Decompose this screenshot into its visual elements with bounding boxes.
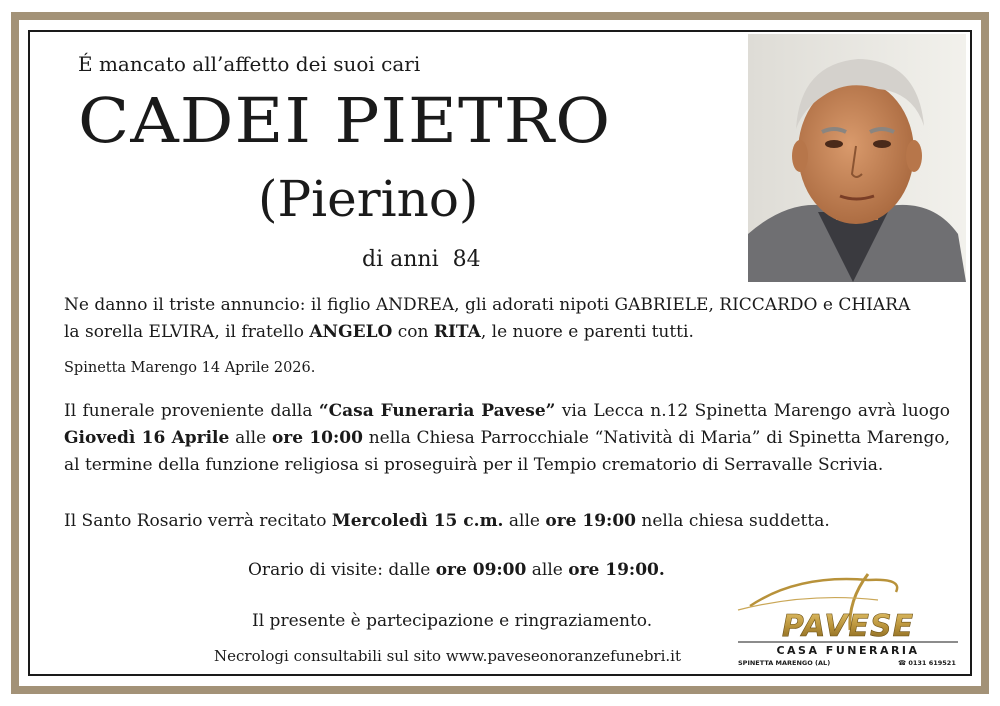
announcement-text: , gli adorati nipoti <box>454 295 615 315</box>
svg-text:☎ 0131 619521: ☎ 0131 619521 <box>898 659 956 667</box>
funeral-home-name: “Casa Funeraria Pavese” <box>318 401 556 421</box>
funeral-paragraph <box>64 398 950 479</box>
grandchildren-names: GABRIELE, RICCARDO <box>614 295 818 315</box>
place-date: Spinetta Marengo 14 Aprile 2026. <box>64 360 316 376</box>
rosary-time: ore 19:00 <box>545 511 636 531</box>
granddaughter-name: CHIARA <box>838 295 911 315</box>
website-note: Necrologi consultabili sul sito www.paveseonoranzefunebri.it <box>214 647 681 665</box>
rosary-paragraph <box>64 508 830 535</box>
rosary-text: nella chiesa suddetta. <box>636 511 830 531</box>
intro-line: É mancato all’affetto dei suoi cari <box>78 52 421 76</box>
announcement-paragraph <box>64 292 944 346</box>
funeral-text: nella Chiesa Parrocchiale “Natività di Maria” di Spinetta Marengo, al termine della funzione religiosa si proseguirà per il Tempio crematorio di Serravalle Scrivia. <box>64 428 951 475</box>
rosary-day: Mercoledì 15 c.m. <box>331 511 504 531</box>
svg-text:CASA FUNERARIA: CASA FUNERARIA <box>776 644 920 657</box>
deceased-name: CADEI PIETRO <box>78 84 612 157</box>
age-value: 84 <box>452 247 481 272</box>
announcement-text: Ne danno il triste annuncio: il figlio <box>64 295 376 315</box>
announcement-text: con <box>392 322 434 342</box>
sister-in-law-name: RITA <box>433 322 481 342</box>
son-name: ANDREA <box>375 295 455 315</box>
funeral-day: Giovedì 16 Aprile <box>64 428 230 448</box>
funeral-time: ore 10:00 <box>271 428 363 448</box>
portrait-photo <box>748 34 966 282</box>
funeral-text: via Lecca n.12 Spinetta Marengo avrà luogo <box>555 401 951 421</box>
sister-name: ELVIRA <box>148 322 215 342</box>
visits-to: ore 19:00. <box>568 560 665 580</box>
visits-from: ore 09:00 <box>435 560 527 580</box>
brother-name: ANGELO <box>309 322 393 342</box>
rosary-text: Il Santo Rosario verrà recitato <box>64 511 332 531</box>
visits-text: Orario di visite: dalle <box>248 560 436 580</box>
thanks-line: Il presente è partecipazione e ringraziamento. <box>252 611 653 631</box>
svg-text:PAVESE: PAVESE <box>781 609 915 644</box>
funeral-text: alle <box>229 428 272 448</box>
visits-text: alle <box>526 560 569 580</box>
pavese-logo <box>728 570 968 668</box>
deceased-nickname: (Pierino) <box>258 170 479 228</box>
announcement-text: , le nuore e parenti tutti. <box>480 322 694 342</box>
announcement-text: e <box>817 295 839 315</box>
announcement-text: , il fratello <box>214 322 310 342</box>
visiting-hours <box>248 560 665 580</box>
age-label: di anni <box>362 247 439 272</box>
funeral-text: Il funerale proveniente dalla <box>64 401 319 421</box>
rosary-text: alle <box>503 511 546 531</box>
announcement-text: la sorella <box>64 322 149 342</box>
age-line <box>362 247 481 272</box>
svg-text:SPINETTA MARENGO (AL): SPINETTA MARENGO (AL) <box>738 659 831 667</box>
